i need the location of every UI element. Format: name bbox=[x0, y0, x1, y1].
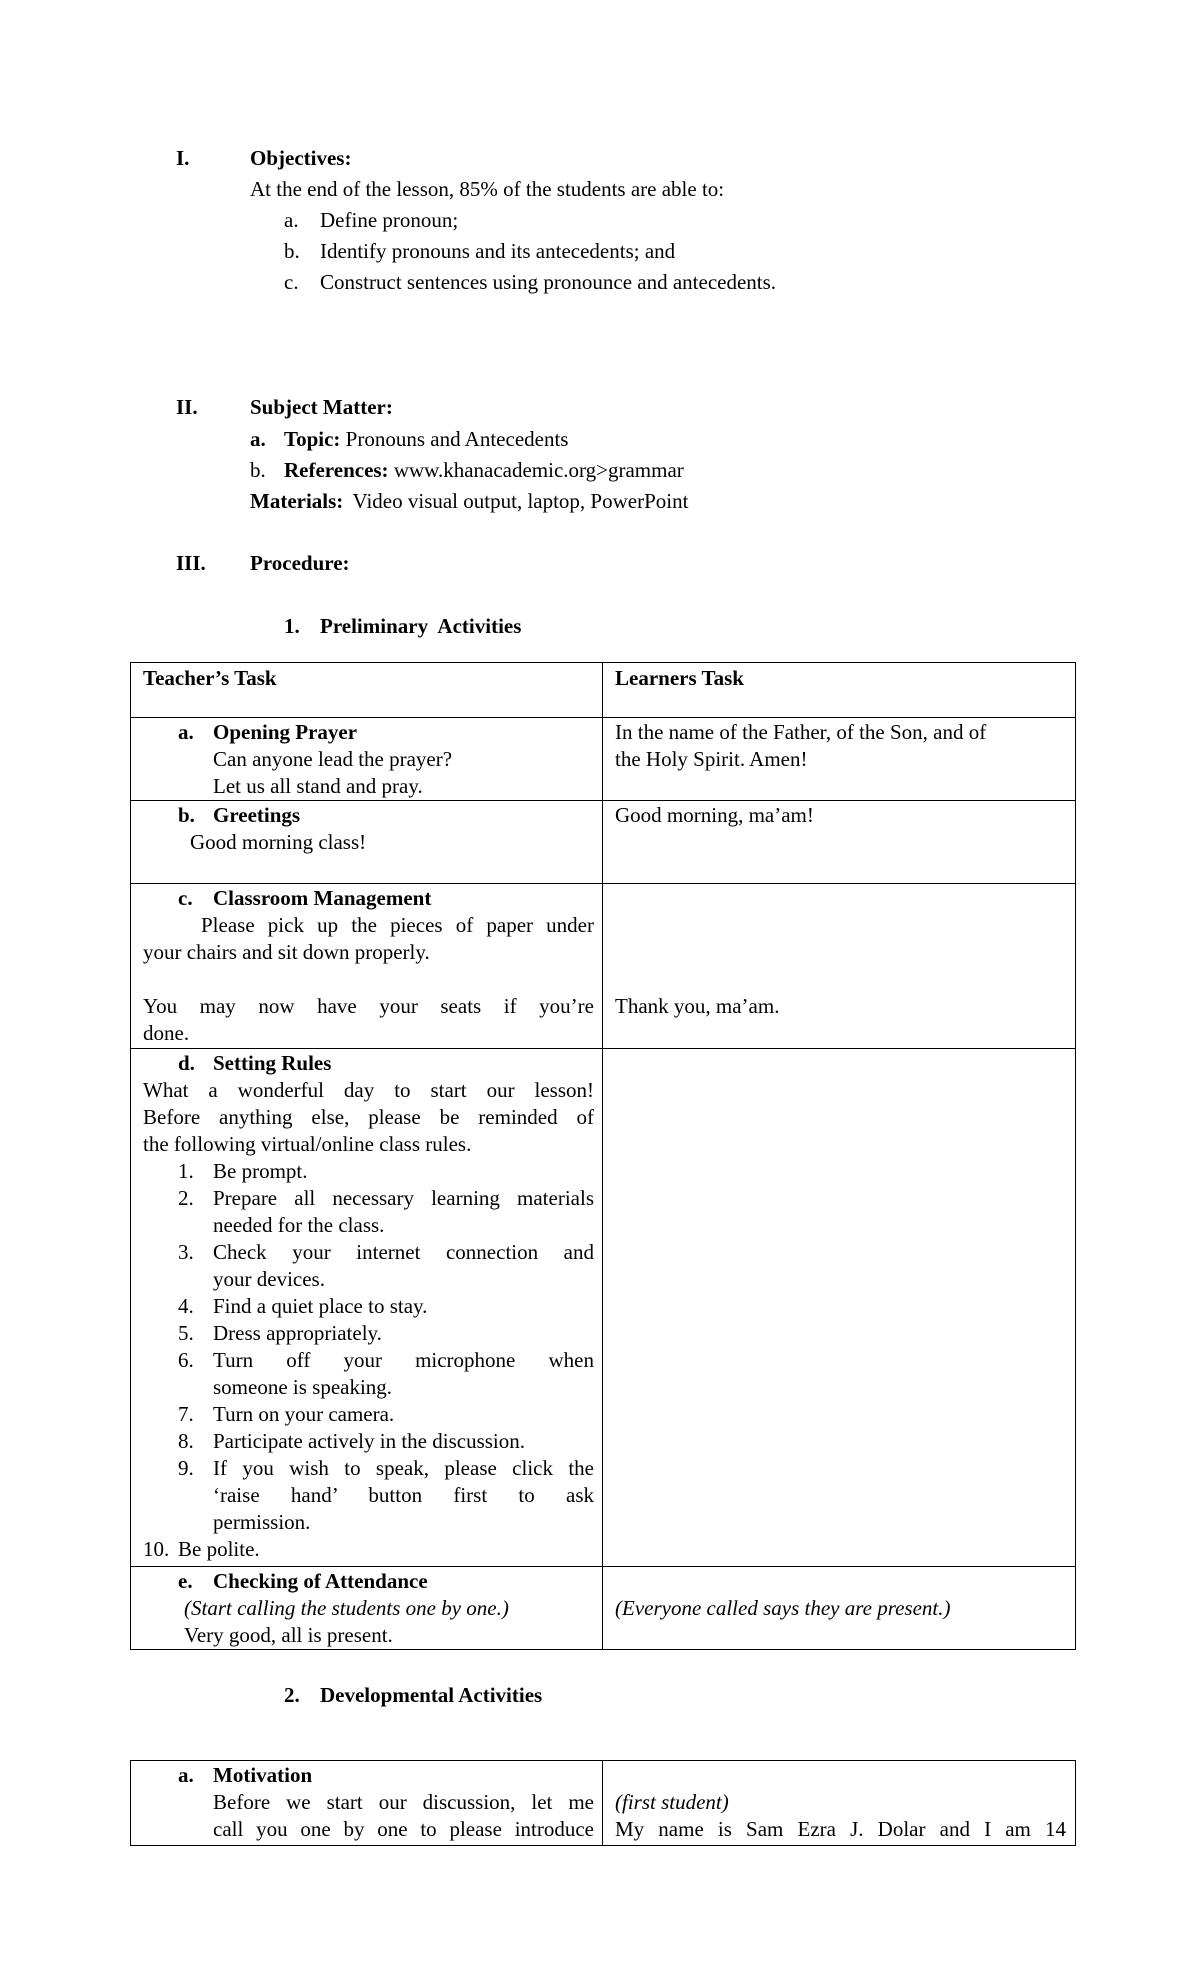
rule-number: 7. bbox=[178, 1402, 194, 1426]
rule-text: Prepare all necessary learning materials bbox=[213, 1186, 594, 1210]
setting-rules-marker: d. bbox=[178, 1051, 195, 1075]
opening-prayer-response: the Holy Spirit. Amen! bbox=[615, 747, 808, 771]
motivation-line: Before we start our discussion, let me bbox=[213, 1790, 594, 1814]
rule-text: Check your internet connection and bbox=[213, 1240, 594, 1264]
rule-item bbox=[143, 1401, 594, 1428]
references-marker: b. bbox=[250, 458, 266, 482]
rule-item bbox=[143, 1239, 594, 1293]
attendance-instruction: (Start calling the students one by one.) bbox=[184, 1596, 509, 1620]
rule-text: Turn off your microphone when bbox=[213, 1348, 594, 1372]
rule-number: 5. bbox=[178, 1321, 194, 1345]
references-label: References: bbox=[284, 458, 389, 482]
classroom-management-line: done. bbox=[143, 1021, 190, 1045]
topic-label: Topic: bbox=[284, 427, 341, 451]
rule-item bbox=[143, 1320, 594, 1347]
objective-item-a: Define pronoun; bbox=[320, 208, 459, 232]
rule-text: Be polite. bbox=[178, 1537, 260, 1561]
classroom-management-line: You may now have your seats if you’re bbox=[143, 994, 594, 1018]
greetings-response: Good morning, ma’am! bbox=[615, 803, 814, 827]
rule-text: Dress appropriately. bbox=[213, 1321, 382, 1345]
rule-item bbox=[143, 1293, 594, 1320]
attendance-title: Checking of Attendance bbox=[213, 1569, 428, 1593]
attendance-response: (Everyone called says they are present.) bbox=[615, 1596, 951, 1620]
rule-number: 8. bbox=[178, 1429, 194, 1453]
rules-list bbox=[143, 1158, 594, 1563]
motivation-response: (first student) bbox=[615, 1790, 729, 1814]
setting-rules-intro: the following virtual/online class rules. bbox=[143, 1132, 472, 1156]
rule-number: 2. bbox=[178, 1186, 194, 1210]
developmental-table-divider bbox=[602, 1760, 603, 1846]
rule-text: Be prompt. bbox=[213, 1159, 308, 1183]
attendance-line: Very good, all is present. bbox=[184, 1623, 393, 1647]
rule-item bbox=[143, 1428, 594, 1455]
classroom-management-line: your chairs and sit down properly. bbox=[143, 940, 430, 964]
objectives-numeral: I. bbox=[176, 146, 190, 170]
rule-text: Turn on your camera. bbox=[213, 1402, 395, 1426]
materials-line bbox=[250, 489, 688, 514]
classroom-management-response: Thank you, ma’am. bbox=[615, 994, 780, 1018]
rule-number: 9. bbox=[178, 1456, 194, 1480]
procedure-numeral: III. bbox=[176, 551, 206, 575]
motivation-response: My name is Sam Ezra J. Dolar and I am 14 bbox=[615, 1817, 1066, 1841]
setting-rules-title: Setting Rules bbox=[213, 1051, 332, 1075]
materials-value: Video visual output, laptop, PowerPoint bbox=[352, 489, 689, 513]
rule-text: If you wish to speak, please click the bbox=[213, 1456, 594, 1480]
opening-prayer-line: Let us all stand and pray. bbox=[213, 774, 423, 798]
preliminary-title: Preliminary Activities bbox=[320, 614, 522, 638]
preliminary-number: 1. bbox=[284, 614, 300, 638]
rule-number: 6. bbox=[178, 1348, 194, 1372]
teacher-task-header: Teacher’s Task bbox=[143, 666, 277, 690]
opening-prayer-title: Opening Prayer bbox=[213, 720, 358, 744]
opening-prayer-response: In the name of the Father, of the Son, and of bbox=[615, 720, 987, 744]
rule-text: someone is speaking. bbox=[213, 1375, 393, 1399]
objectives-heading: Objectives: bbox=[250, 146, 352, 170]
greetings-marker: b. bbox=[178, 803, 195, 827]
rule-number: 4. bbox=[178, 1294, 194, 1318]
rule-item bbox=[143, 1455, 594, 1536]
topic-marker: a. bbox=[250, 427, 266, 451]
developmental-number: 2. bbox=[284, 1683, 300, 1707]
rule-text: Find a quiet place to stay. bbox=[213, 1294, 428, 1318]
objectives-intro: At the end of the lesson, 85% of the students are able to: bbox=[250, 177, 725, 201]
rule-item bbox=[143, 1347, 594, 1401]
objective-marker-b: b. bbox=[284, 239, 300, 263]
classroom-management-line: Please pick up the pieces of paper under bbox=[201, 913, 594, 937]
opening-prayer-line: Can anyone lead the prayer? bbox=[213, 747, 453, 771]
rule-item bbox=[143, 1158, 594, 1185]
greetings-title: Greetings bbox=[213, 803, 301, 827]
rule-item bbox=[143, 1536, 594, 1563]
references-line bbox=[284, 458, 684, 483]
procedure-heading: Procedure: bbox=[250, 551, 350, 575]
motivation-line: call you one by one to please introduce bbox=[213, 1817, 594, 1841]
developmental-title: Developmental Activities bbox=[320, 1683, 543, 1707]
rule-text: permission. bbox=[213, 1510, 311, 1534]
attendance-marker: e. bbox=[178, 1569, 193, 1593]
classroom-management-marker: c. bbox=[178, 886, 193, 910]
rule-number: 3. bbox=[178, 1240, 194, 1264]
motivation-marker: a. bbox=[178, 1763, 194, 1787]
rule-text: needed for the class. bbox=[213, 1213, 385, 1237]
rule-text: Participate actively in the discussion. bbox=[213, 1429, 526, 1453]
topic-value: Pronouns and Antecedents bbox=[345, 427, 569, 451]
learners-task-header: Learners Task bbox=[615, 666, 744, 690]
references-value: www.khanacademic.org>grammar bbox=[393, 458, 684, 482]
motivation-title: Motivation bbox=[213, 1763, 313, 1787]
materials-label: Materials: bbox=[250, 489, 344, 513]
rule-text: ‘raise hand’ button first to ask bbox=[213, 1483, 594, 1507]
rule-item bbox=[143, 1185, 594, 1239]
setting-rules-intro: Before anything else, please be reminded of bbox=[143, 1105, 594, 1129]
rule-text: your devices. bbox=[213, 1267, 325, 1291]
greetings-line: Good morning class! bbox=[190, 830, 367, 854]
objective-marker-c: c. bbox=[284, 270, 299, 294]
objective-item-b: Identify pronouns and its antecedents; and bbox=[320, 239, 676, 263]
rule-number: 1. bbox=[178, 1159, 194, 1183]
objective-item-c: Construct sentences using pronounce and antecedents. bbox=[320, 270, 777, 294]
rule-number: 10. bbox=[143, 1537, 170, 1561]
classroom-management-title: Classroom Management bbox=[213, 886, 432, 910]
topic-line bbox=[284, 427, 568, 452]
subject-matter-heading: Subject Matter: bbox=[250, 395, 393, 419]
objective-marker-a: a. bbox=[284, 208, 299, 232]
subject-matter-numeral: II. bbox=[176, 395, 198, 419]
setting-rules-intro: What a wonderful day to start our lesson! bbox=[143, 1078, 594, 1102]
preliminary-table-divider bbox=[602, 662, 603, 1650]
opening-prayer-marker: a. bbox=[178, 720, 194, 744]
